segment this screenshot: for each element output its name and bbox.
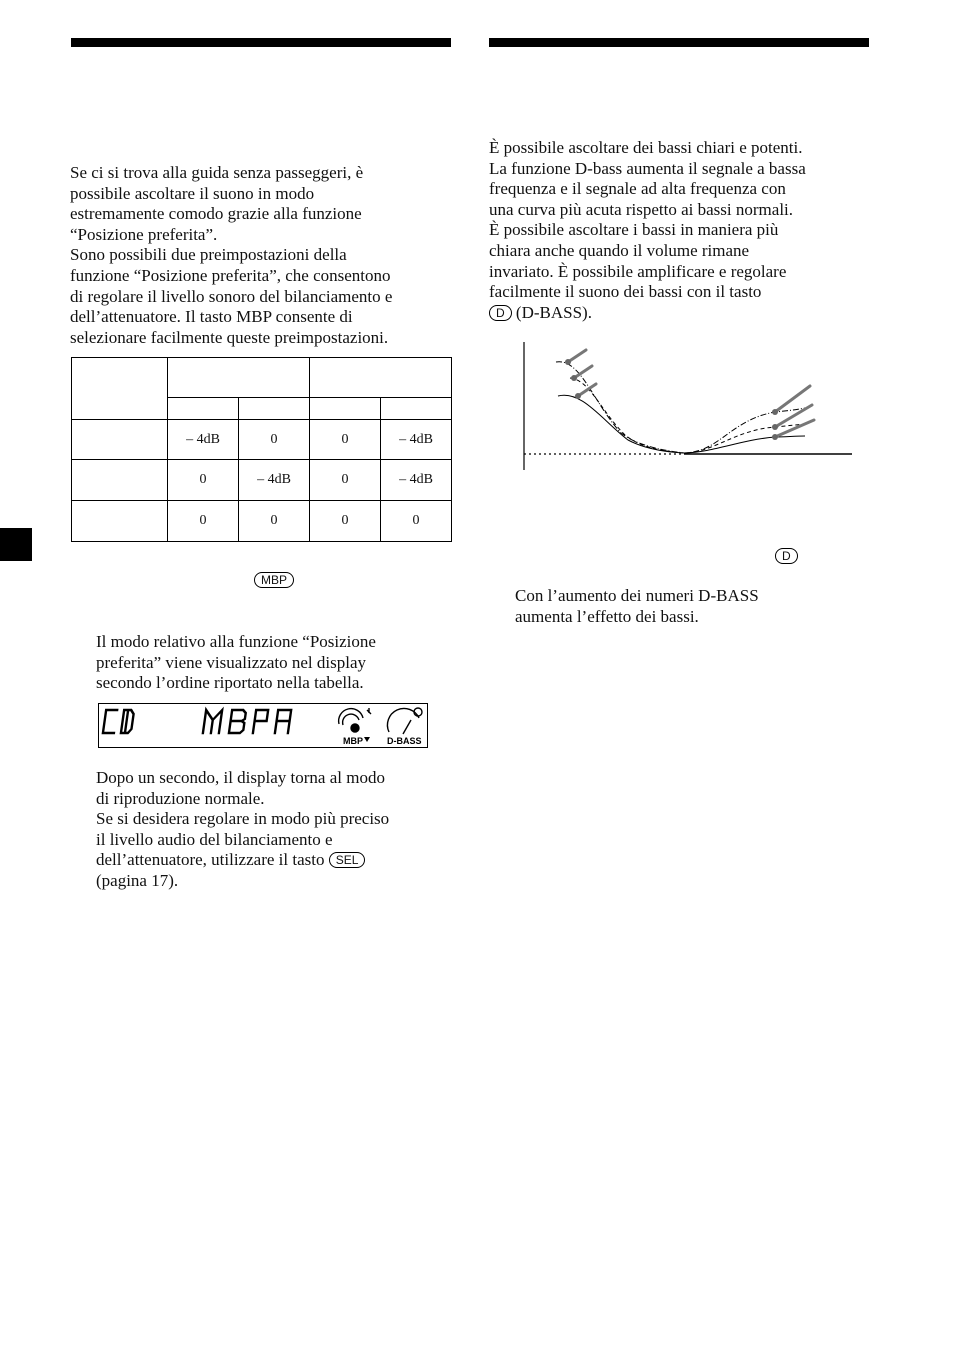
mbp-step-note <box>96 632 376 694</box>
table-group-header <box>310 358 452 398</box>
table-cell: 0 <box>168 501 239 542</box>
after-line: di riproduzione normale. <box>96 788 265 808</box>
intro-line: funzione “Posizione preferita”, che consentono <box>70 265 391 285</box>
intro-line: chiara anche quando il volume rimane <box>489 240 750 260</box>
note-line: secondo l’ordine riportato nella tabella. <box>96 673 364 693</box>
sel-line-text: dell’attenuatore, utilizzare il tasto <box>96 850 325 870</box>
note-line: Con l’aumento dei numeri D-BASS <box>515 586 759 605</box>
lcd-segment-d <box>121 710 134 733</box>
dbass-intro-text <box>489 138 806 323</box>
table-corner-cell <box>72 358 168 420</box>
table-cell: 0 <box>239 420 310 460</box>
table-cell: – 4dB <box>381 460 452 501</box>
table-row <box>72 420 452 460</box>
dbass-curve-2 <box>570 378 805 453</box>
intro-line: Sono possibili due preimpostazioni della <box>70 245 347 265</box>
table-row <box>72 501 452 542</box>
table-cell: – 4dB <box>381 420 452 460</box>
intro-line: possibile ascoltare il suono in modo <box>70 183 315 203</box>
table-cell: – 4dB <box>168 420 239 460</box>
mbp-triangle-icon <box>364 737 370 742</box>
mbp-indicator-icon <box>339 708 371 732</box>
intro-line: selezionare facilmente queste preimpostazioni. <box>70 327 389 347</box>
dbass-indicator-label: D-BASS <box>387 736 422 746</box>
intro-line: dell’attenuatore. Il tasto MBP consente di <box>70 307 353 327</box>
intro-line: frequenza e il segnale ad alta frequenza con <box>489 179 786 199</box>
dbass-curve-1 <box>558 395 805 453</box>
dbass-curve-3 <box>556 362 805 453</box>
table-cell: 0 <box>310 501 381 542</box>
table-header-row <box>72 358 452 398</box>
lcd-segment-p <box>253 710 268 733</box>
table-subheader-cell <box>239 398 310 420</box>
dbass-curve-graph <box>520 340 860 475</box>
intro-line: È possibile ascoltare dei bassi chiari e potenti. <box>489 138 803 157</box>
table-subheader-cell <box>168 398 239 420</box>
note-line: preferita” viene visualizzato nel display <box>96 652 366 672</box>
sel-button[interactable]: SEL <box>329 852 366 868</box>
after-line: (pagina 17). <box>96 870 179 890</box>
intro-line: È possibile ascoltare i bassi in maniera più <box>489 220 779 240</box>
after-line: Dopo un secondo, il display torna al modo <box>96 768 385 787</box>
table-cell: 0 <box>168 460 239 501</box>
curve-leader-lines <box>568 350 814 437</box>
after-line: il livello audio del bilanciamento e <box>96 829 333 849</box>
lcd-display <box>98 703 428 748</box>
mbp-intro-text <box>70 163 392 348</box>
note-line: aumenta l’effetto dei bassi. <box>515 606 699 626</box>
intro-line: estremamente comodo grazie alla funzione <box>70 204 362 224</box>
mbp-preset-table <box>71 357 452 542</box>
intro-line: di regolare il livello sonoro del bilanciamento e <box>70 286 393 306</box>
mbp-indicator-label: MBP <box>343 736 363 746</box>
table-group-header <box>168 358 310 398</box>
after-line-sel <box>96 850 389 871</box>
right-header-rule <box>489 38 869 47</box>
d-bass-suffix: (D-BASS). <box>515 302 592 322</box>
mbp-step <box>254 570 294 591</box>
intro-line: una curva più acuta rispetto ai bassi normali. <box>489 199 794 219</box>
dbass-indicator-icon <box>387 708 422 734</box>
lcd-segment-m <box>203 710 222 733</box>
table-row-header <box>72 420 168 460</box>
dbass-note <box>515 586 759 627</box>
d-button[interactable]: D <box>775 548 798 564</box>
mbp-button[interactable]: MBP <box>254 572 294 588</box>
after-line: Se si desidera regolare in modo più preciso <box>96 809 390 829</box>
intro-line: “Posizione preferita”. <box>70 224 218 244</box>
note-line: Il modo relativo alla funzione “Posizione <box>96 632 376 651</box>
lcd-display-graphic <box>99 704 426 746</box>
lcd-segment-b <box>229 710 246 733</box>
dbass-step <box>775 546 798 567</box>
d-bass-button[interactable]: D <box>489 305 512 321</box>
left-header-rule <box>71 38 451 47</box>
intro-line: La funzione D-bass aumenta il segnale a bassa <box>489 158 806 178</box>
table-cell: 0 <box>239 501 310 542</box>
section-tab-marker <box>0 528 32 561</box>
table-row <box>72 460 452 501</box>
table-subheader-cell <box>381 398 452 420</box>
table-cell: 0 <box>310 460 381 501</box>
mbp-after-text <box>96 768 389 892</box>
intro-line-key <box>489 303 806 324</box>
table-row-header <box>72 460 168 501</box>
lcd-segment-c <box>103 710 117 733</box>
intro-line: facilmente il suono dei bassi con il tasto <box>489 282 762 302</box>
intro-line: Se ci si trova alla guida senza passeggeri, è <box>70 163 364 182</box>
lcd-segment-a <box>275 710 291 733</box>
table-subheader-cell <box>310 398 381 420</box>
table-cell: 0 <box>310 420 381 460</box>
table-row-header <box>72 501 168 542</box>
table-cell: 0 <box>381 501 452 542</box>
table-cell: – 4dB <box>239 460 310 501</box>
intro-line: invariato. È possibile amplificare e regolare <box>489 261 787 281</box>
